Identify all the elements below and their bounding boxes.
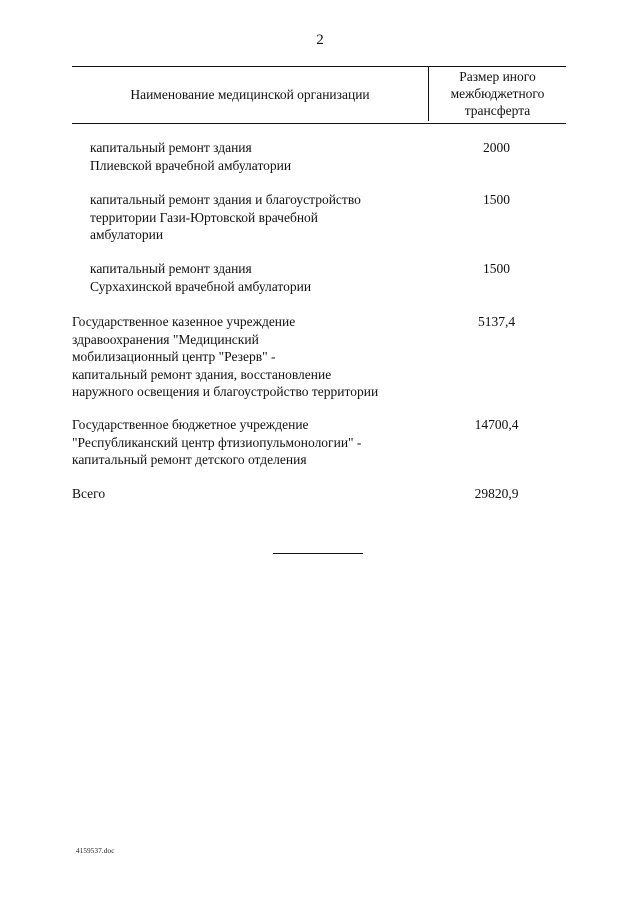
organization-name-line: наружного освещения и благоустройство территории: [72, 384, 379, 399]
organization-name: [90, 260, 422, 295]
transfer-amount: 1500: [483, 261, 510, 276]
table-header-rule: [72, 123, 566, 124]
document-id: 4159537.doc: [76, 847, 115, 855]
header-amount-line: Размер иного: [459, 69, 536, 84]
organization-name-line: капитальный ремонт здания, восстановление: [72, 366, 332, 382]
page-number: 2: [316, 32, 324, 48]
total-amount: 29820,9: [474, 486, 519, 501]
organization-name-line: Плиевской врачебной амбулатории: [90, 157, 292, 173]
organization-name-line: Государственное казенное учреждение: [72, 314, 296, 329]
header-name-column: Наименование медицинской организации: [130, 87, 370, 102]
organization-name-line: территории Гази-Юртовской врачебной: [90, 209, 319, 225]
transfer-table: [72, 66, 566, 124]
organization-name-line: мобилизационный центр "Резерв" -: [72, 349, 276, 364]
organization-name-line: Сурхахинской врачебной амбулатории: [90, 278, 312, 294]
transfer-amount: 1500: [483, 192, 510, 207]
table-header: [72, 67, 566, 121]
transfer-amount: 14700,4: [474, 417, 519, 432]
organization-name: [90, 139, 422, 174]
organization-name-line: капитальный ремонт детского отделения: [72, 452, 307, 467]
header-amount-line: трансферта: [464, 103, 531, 118]
organization-name-line: капитальный ремонт здания: [90, 140, 252, 155]
organization-name: [72, 313, 422, 401]
total-label-line: Всего: [72, 486, 106, 501]
organization-name-line: здравоохранения "Медицинский: [72, 331, 259, 347]
organization-name-line: капитальный ремонт здания: [90, 261, 252, 276]
organization-name-line: Государственное бюджетное учреждение: [72, 417, 309, 432]
transfer-amount: 5137,4: [477, 314, 516, 329]
organization-name-line: "Республиканский центр фтизиопульмонологии" -: [72, 434, 362, 450]
header-amount-column: [429, 68, 566, 119]
organization-name: [90, 191, 422, 244]
organization-name: [72, 416, 422, 469]
organization-name-line: капитальный ремонт здания и благоустройство: [90, 192, 361, 207]
total-label: [72, 485, 422, 503]
transfer-amount: 2000: [483, 140, 510, 155]
header-amount-line: межбюджетного: [450, 86, 545, 101]
closing-rule: [273, 553, 363, 554]
organization-name-line: амбулатории: [90, 227, 164, 242]
